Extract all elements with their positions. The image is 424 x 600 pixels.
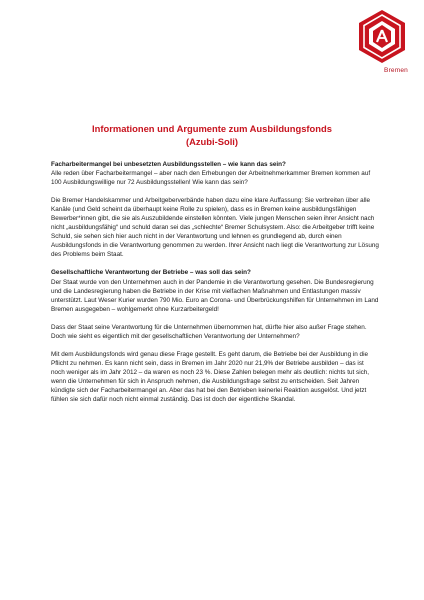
section-2-paragraph: Der Staat wurde von den Unternehmen auch in der Pandemie in die Verantwortung gesehen. Die Bundesregierung und die Landesregierung haben die Betriebe in der Krise mit vielfachen Maßnahmen und Entlastungen massiv unterstützt. Laut Weser Kurier wurden 790 Mio. Euro an Corona- und Überbrückungshilfen für Unternehmen im Land Bremen ausgegeben – wohlgemerkt ohne Kurzarbeitergeld! <box>51 278 379 313</box>
document-title <box>0 122 424 148</box>
section-2-paragraph: Dass der Staat seine Verantwortung für die Unternehmen übernommen hat, dürfte hier also außer Frage stehen. Doch wie sieht es eigentlich mit der gesellschaftlichen Verantwortung der Unternehmen? <box>51 323 367 340</box>
section-1-paragraph: Die Bremer Handelskammer und Arbeitgeberverbände haben dazu eine klare Auffassung: Sie verbreiten über alle Kanäle (und Geld scheint da überhaupt keine Rolle zu spielen), dass es in Bremen keine ausbildungsfähigen Bewerber*innen gibt, die sie als Auszubildende einstellen könnten. Viele jungen Menschen seien ihrer Ansicht nach nicht „ausbildungsfähig“ und schuld daran sei das „schlechte“ Bremer Schulsystem. Also: die Arbeitgeber trifft keine Schuld, sie sehen sich hier auch nicht in der Verantwortung und lehnen es grundlegend ab, durch einen Ausbildungsfonds in die Verantwortung genommen zu werden. Ihrer Ansicht nach liegt die Verantwortung zur Lösung des Problems beim Staat. <box>51 197 379 259</box>
title-line-1: Informationen und Argumente zum Ausbildungsfonds <box>92 123 332 134</box>
document-body <box>51 160 379 413</box>
ig-metall-logo <box>353 9 411 74</box>
section-2-paragraph: Mit dem Ausbildungsfonds wird genau diese Frage gestellt. Es geht darum, die Betriebe bei der Ausbildung in die Pflicht zu nehmen. Es kann nicht sein, dass in Bremen im Jahr 2020 nur 21,9% der Betriebe ausbilden – das ist noch weniger als im Jahr 2012 – da waren es noch 23 %. Diese Zahlen belegen mehr als deutlich: nichts tut sich, wenn die Unternehmen für sich in Anspruch nehmen, die Ausbildungsfrage selbst zu entscheiden. Seit Jahren kündigte sich der Facharbeitermangel an. Aber das hat bei den Betrieben keinerlei Reaktion ausgelöst. Und jetzt fühlen sie sich dafür noch nicht einmal zuständig. Das ist doch der eigentliche Skandal. <box>51 350 370 404</box>
section-1-heading: Facharbeitermangel bei unbesetzten Ausbildungsstellen – wie kann das sein? <box>51 161 286 168</box>
org-city-label: Bremen <box>384 67 408 74</box>
section-1-paragraph: Alle reden über Facharbeitermangel – aber nach den Erhebungen der Arbeitnehmerkammer Bremen kommen auf 100 Ausbildungswillige nur 72 Ausbildungsstellen! Wie kann das sein? <box>51 170 371 187</box>
logo-emblem-icon <box>357 9 407 64</box>
title-line-2: (Azubi-Soli) <box>185 136 239 147</box>
section-2-heading: Gesellschaftliche Verantwortung der Betriebe – was soll das sein? <box>51 269 251 277</box>
